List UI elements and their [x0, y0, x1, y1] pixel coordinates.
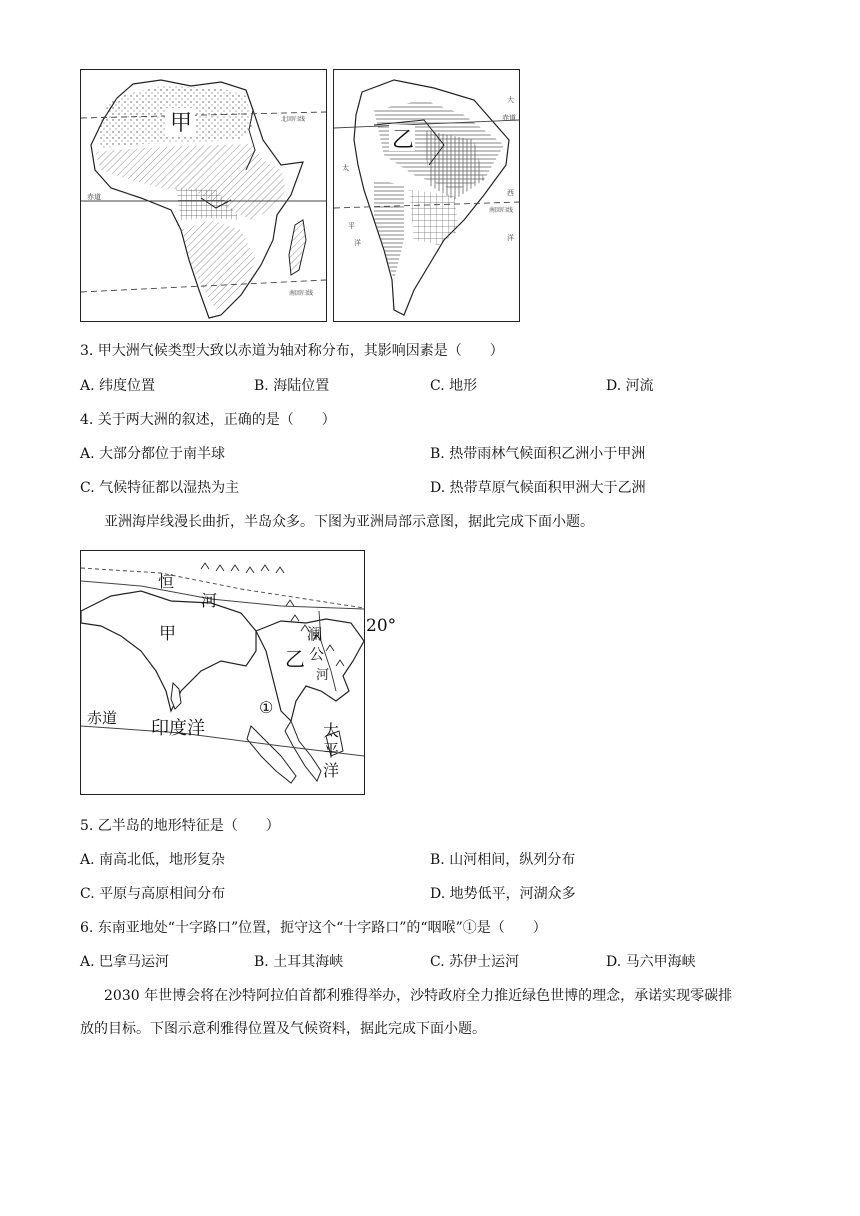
asia-ping: 平 [323, 741, 340, 760]
asia-he2: 河 [316, 668, 330, 683]
sa-yang2: 洋 [354, 239, 361, 247]
question-4-stem: 4. 关于两大洲的叙述，正确的是（ ） [80, 412, 336, 428]
q5-option-c[interactable]: C. 平原与高原相间分布 [80, 886, 226, 902]
asia-tai: 太 [323, 721, 340, 740]
q6-option-b[interactable]: B. 土耳其海峡 [254, 954, 344, 970]
q3-option-a[interactable]: A. 纬度位置 [80, 378, 156, 394]
asia-lan: 澜 [307, 625, 323, 643]
question-5-stem: 5. 乙半岛的地形特征是（ ） [80, 818, 280, 834]
africa-tropic-capricorn-label: 南回归线 [289, 290, 314, 297]
africa-tropic-cancer-label: 北回归线 [281, 116, 306, 123]
question-6-stem: 6. 东南亚地处“十字路口”位置，扼守这个“十字路口”的“咽喉”①是（ ） [80, 920, 547, 936]
q6-option-a[interactable]: A. 巴拿马运河 [80, 954, 170, 970]
q4-option-b[interactable]: B. 热带雨林气候面积乙洲小于甲洲 [430, 446, 646, 462]
asia-marker-1: ① [259, 698, 274, 717]
sa-xi: 西 [507, 189, 514, 197]
africa-map [80, 69, 327, 322]
asia-gong: 公 [309, 645, 325, 663]
q3-option-b[interactable]: B. 海陆位置 [254, 378, 330, 394]
sa-yang: 洋 [507, 234, 514, 242]
q3-option-c[interactable]: C. 地形 [430, 378, 478, 394]
question-3-stem: 3. 甲大洲气候类型大致以赤道为轴对称分布，其影响因素是（ ） [80, 343, 504, 359]
asia-he: 河 [201, 591, 218, 610]
q4-option-a[interactable]: A. 大部分都位于南半球 [80, 446, 226, 462]
riyadh-intro-line2: 放的目标。下图示意利雅得位置及气候资料，据此完成下面小题。 [80, 1021, 486, 1037]
asia-indian-ocean: 印度洋 [151, 718, 205, 739]
sa-equator-label: 赤道 [502, 114, 516, 122]
sa-tai: 太 [342, 164, 349, 172]
riyadh-intro-line1: 2030 年世博会将在沙特阿拉伯首都利雅得举办，沙特政府全力推近绿色世博的理念，承诺实现零碳排 [104, 988, 733, 1004]
asia-label-jia: 甲 [159, 624, 176, 644]
asia-yang: 洋 [323, 761, 340, 780]
q6-option-c[interactable]: C. 苏伊士运河 [430, 954, 520, 970]
sa-label-yi: 乙 [392, 128, 415, 153]
asia-intro: 亚洲海岸线漫长曲折，半岛众多。下图为亚洲局部示意图，据此完成下面小题。 [104, 514, 594, 530]
asia-heng: 恒 [158, 572, 175, 591]
india-outline [81, 591, 256, 711]
asia-equator-label: 赤道 [87, 709, 118, 727]
sa-tropic-label: 南回归线 [489, 207, 514, 214]
asia-20deg-label: 20° [366, 616, 397, 636]
sa-da: 大 [507, 96, 514, 104]
q4-option-d[interactable]: D. 热带草原气候面积甲洲大于乙洲 [430, 480, 646, 496]
sa-ping: 平 [348, 222, 355, 230]
south-america-map [333, 69, 520, 322]
q5-option-b[interactable]: B. 山河相间，纵列分布 [430, 852, 576, 868]
africa-label-jia: 甲 [170, 111, 193, 136]
q6-option-d[interactable]: D. 马六甲海峡 [606, 954, 696, 970]
q4-option-c[interactable]: C. 气候特征都以湿热为主 [80, 480, 240, 496]
q5-option-a[interactable]: A. 南高北低，地形复杂 [80, 852, 226, 868]
africa-equator-label: 赤道 [87, 193, 101, 201]
q3-option-d[interactable]: D. 河流 [606, 378, 654, 394]
asia-map [80, 550, 365, 795]
asia-label-yi: 乙 [285, 647, 305, 671]
q5-option-d[interactable]: D. 地势低平，河湖众多 [430, 886, 576, 902]
